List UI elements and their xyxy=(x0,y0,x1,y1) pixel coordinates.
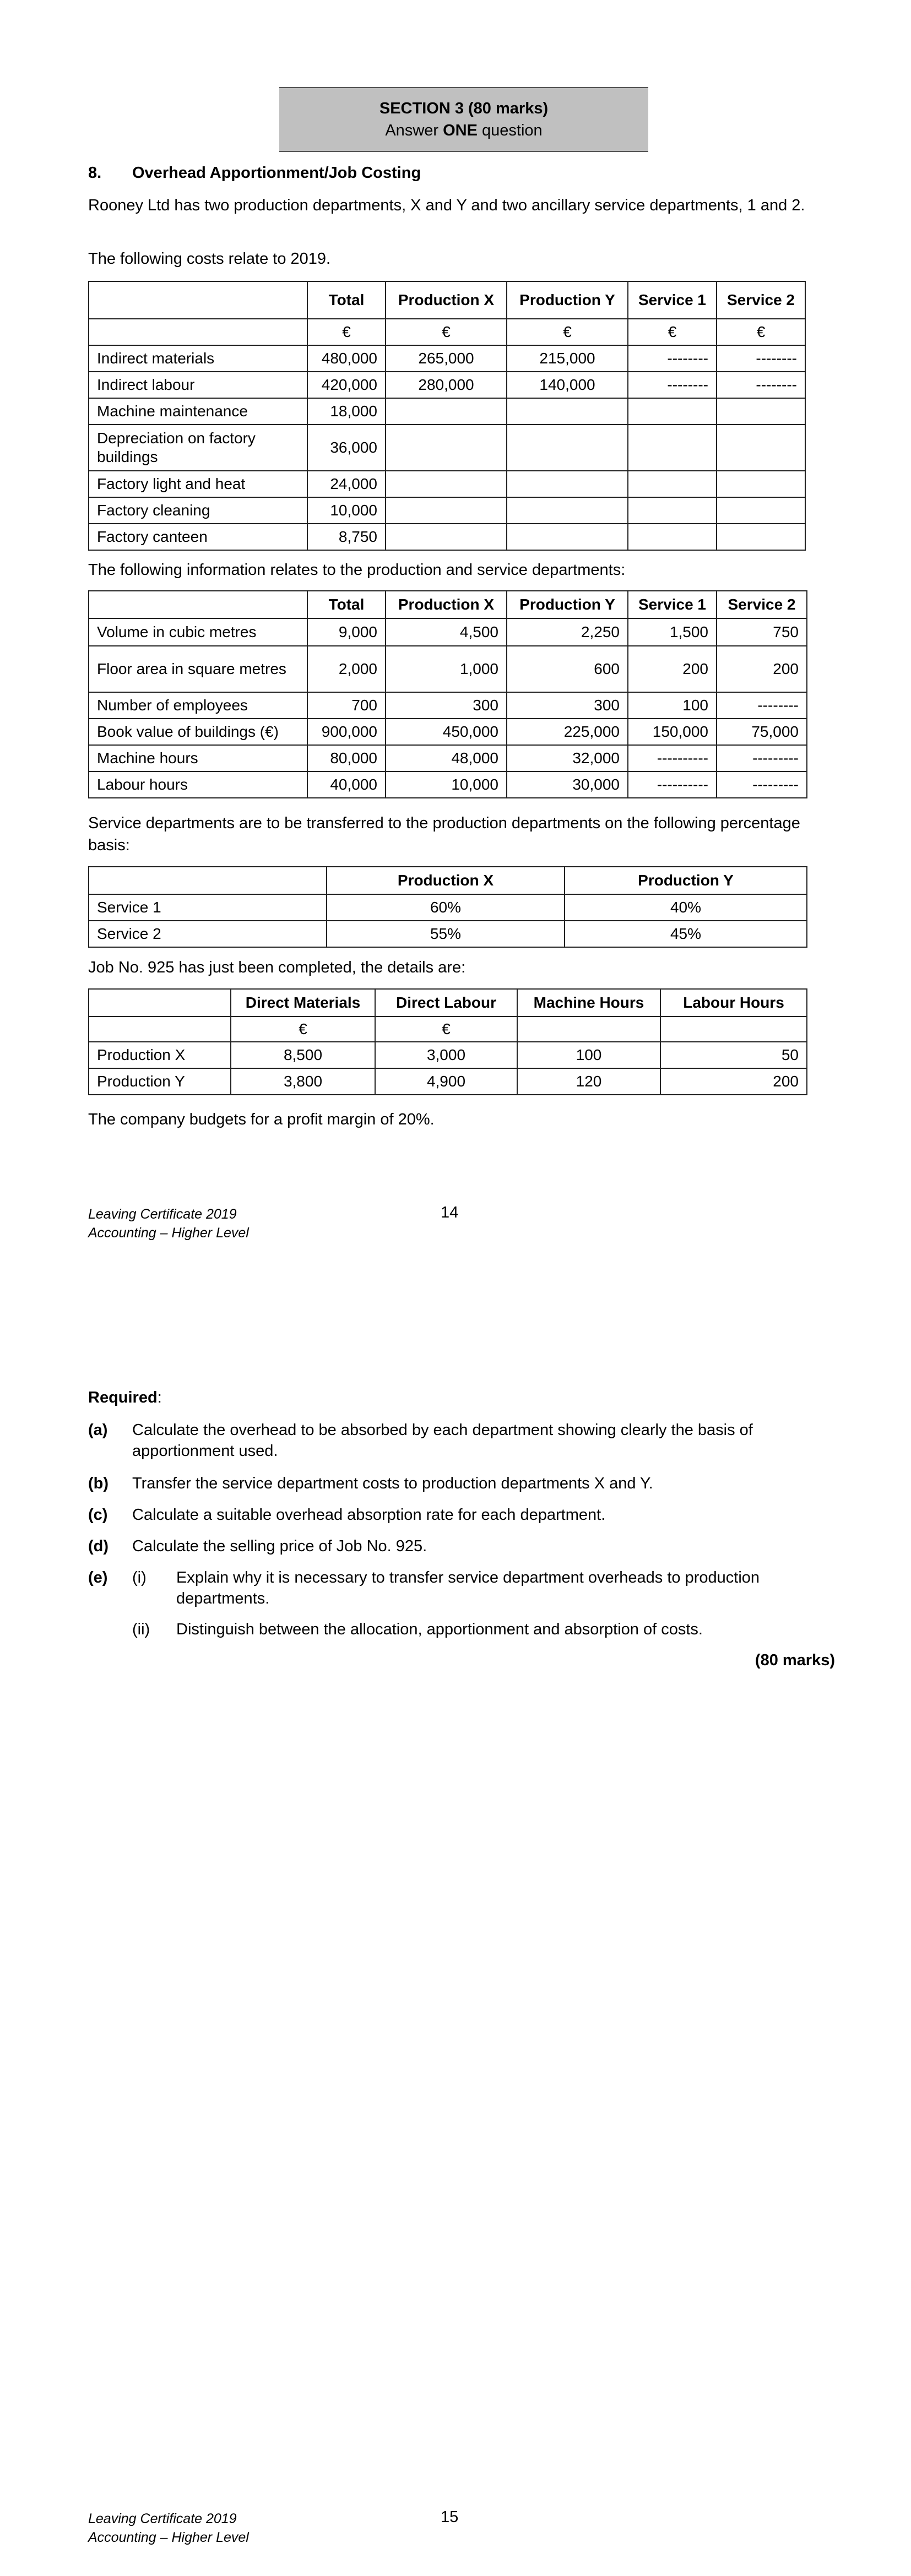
cell: --------- xyxy=(717,771,807,798)
table-row xyxy=(89,894,807,921)
header-cell: Production X xyxy=(327,867,565,894)
cell: 80,000 xyxy=(307,745,386,771)
table-row xyxy=(89,719,807,745)
currency-cell: € xyxy=(307,319,386,345)
footer xyxy=(88,1205,249,1242)
cell: 140,000 xyxy=(507,372,628,398)
header-cell: Direct Labour xyxy=(375,989,517,1017)
header-cell: Total xyxy=(307,281,386,319)
cell: 1,000 xyxy=(386,646,507,692)
cell: --------- xyxy=(717,745,807,771)
item-text: Calculate the selling price of Job No. 925. xyxy=(132,1537,427,1555)
table-row xyxy=(89,745,807,771)
row-label: Floor area in square metres xyxy=(89,646,307,692)
instruction-prefix: Answer xyxy=(385,122,443,139)
page-15 xyxy=(0,1288,911,2576)
item-tag: (e) xyxy=(88,1569,108,1586)
currency-cell xyxy=(89,319,307,345)
cell xyxy=(717,425,805,471)
cell: 8,500 xyxy=(231,1042,375,1068)
header-cell: Total xyxy=(307,591,386,618)
cell: 2,250 xyxy=(507,618,628,646)
cell: 18,000 xyxy=(307,398,386,425)
header-cell xyxy=(89,281,307,319)
total-marks: (80 marks) xyxy=(755,1651,835,1669)
row-label: Indirect labour xyxy=(89,372,307,398)
header-cell: Service 2 xyxy=(717,591,807,618)
row-label: Production Y xyxy=(89,1068,231,1095)
table-row xyxy=(89,692,807,719)
header-cell xyxy=(89,867,327,894)
header-cell: Service 2 xyxy=(717,281,805,319)
cell: ---------- xyxy=(628,745,717,771)
cell: 40% xyxy=(565,894,807,921)
required-item-a xyxy=(88,1420,837,1464)
header-cell: Production Y xyxy=(507,281,628,319)
cell xyxy=(717,398,805,425)
question-heading xyxy=(88,164,421,182)
item-tag: (c) xyxy=(88,1506,108,1524)
cell: 9,000 xyxy=(307,618,386,646)
cell: ---------- xyxy=(628,771,717,798)
cell: 40,000 xyxy=(307,771,386,798)
sub-tag: (ii) xyxy=(132,1621,150,1638)
row-label: Service 2 xyxy=(89,921,327,947)
header-cell: Machine Hours xyxy=(517,989,660,1017)
cell: 300 xyxy=(386,692,507,719)
footer-line-1: Leaving Certificate 2019 xyxy=(88,1207,237,1222)
currency-cell: € xyxy=(628,319,717,345)
cell: 48,000 xyxy=(386,745,507,771)
cell xyxy=(507,497,628,524)
table-row xyxy=(89,618,807,646)
cell: 120 xyxy=(517,1068,660,1095)
required-item-b xyxy=(88,1473,837,1495)
footer-line-1: Leaving Certificate 2019 xyxy=(88,2511,237,2526)
info-header-row xyxy=(89,591,807,618)
item-tag: (b) xyxy=(88,1475,109,1492)
header-cell xyxy=(89,591,307,618)
footer xyxy=(88,2509,249,2547)
header-cell: Production Y xyxy=(507,591,628,618)
row-label: Service 1 xyxy=(89,894,327,921)
table-row xyxy=(89,1068,807,1095)
section-title: SECTION 3 (80 marks) xyxy=(379,100,549,117)
header-cell: Labour Hours xyxy=(660,989,807,1017)
cell xyxy=(386,471,507,497)
question-title: Overhead Apportionment/Job Costing xyxy=(132,164,421,182)
costs-header-row xyxy=(89,281,805,319)
item-text: Calculate the overhead to be absorbed by each department showing clearly the basis of apportionment used. xyxy=(132,1421,753,1460)
item-text: Transfer the service department costs to production departments X and Y. xyxy=(132,1475,653,1492)
cell xyxy=(628,471,717,497)
cell: 32,000 xyxy=(507,745,628,771)
transfer-intro: Service departments are to be transferred to the production departments on the following percentage basis: xyxy=(88,814,800,854)
cell: 3,000 xyxy=(375,1042,517,1068)
sub-tag: (i) xyxy=(132,1569,147,1586)
cell: 420,000 xyxy=(307,372,386,398)
cell: 215,000 xyxy=(507,345,628,372)
cell xyxy=(717,471,805,497)
cell: 225,000 xyxy=(507,719,628,745)
cell: 4,500 xyxy=(386,618,507,646)
item-tag: (a) xyxy=(88,1421,108,1439)
transfer-table xyxy=(88,866,807,948)
job-table xyxy=(88,988,807,1095)
row-label: Labour hours xyxy=(89,771,307,798)
cell: 55% xyxy=(327,921,565,947)
cell: 100 xyxy=(628,692,717,719)
row-label: Machine hours xyxy=(89,745,307,771)
cell: 200 xyxy=(628,646,717,692)
sub-text: Explain why it is necessary to transfer service department overheads to production departments. xyxy=(176,1569,760,1607)
cell xyxy=(628,524,717,550)
currency-cell xyxy=(89,1017,231,1042)
table-row xyxy=(89,345,805,372)
footer-line-2: Accounting – Higher Level xyxy=(88,1225,249,1241)
row-label: Volume in cubic metres xyxy=(89,618,307,646)
cell: -------- xyxy=(717,692,807,719)
cell: 480,000 xyxy=(307,345,386,372)
cell xyxy=(507,471,628,497)
cell: 2,000 xyxy=(307,646,386,692)
cell: 60% xyxy=(327,894,565,921)
table-row xyxy=(89,372,805,398)
cell xyxy=(386,398,507,425)
cell xyxy=(717,497,805,524)
header-cell: Direct Materials xyxy=(231,989,375,1017)
cell: 75,000 xyxy=(717,719,807,745)
header-cell: Production X xyxy=(386,281,507,319)
row-label: Production X xyxy=(89,1042,231,1068)
page-number: 15 xyxy=(441,2508,459,2526)
item-text: Calculate a suitable overhead absorption rate for each department. xyxy=(132,1506,606,1524)
cell: -------- xyxy=(628,345,717,372)
header-cell: Service 1 xyxy=(628,591,717,618)
row-label: Depreciation on factory buildings xyxy=(89,425,307,471)
cell: 10,000 xyxy=(307,497,386,524)
currency-cell: € xyxy=(375,1017,517,1042)
job-header-row xyxy=(89,989,807,1017)
cell: 600 xyxy=(507,646,628,692)
footer-line-2: Accounting – Higher Level xyxy=(88,2530,249,2545)
cell: 1,500 xyxy=(628,618,717,646)
cell xyxy=(628,425,717,471)
header-cell: Production X xyxy=(386,591,507,618)
currency-row xyxy=(89,319,805,345)
cell xyxy=(628,398,717,425)
sub-text: Distinguish between the allocation, apportionment and absorption of costs. xyxy=(176,1621,703,1638)
required-item-e xyxy=(88,1567,837,1655)
instruction-bold: ONE xyxy=(443,122,478,139)
transfer-header-row xyxy=(89,867,807,894)
cell: 450,000 xyxy=(386,719,507,745)
profit-note: The company budgets for a profit margin of 20%. xyxy=(88,1111,435,1128)
header-cell xyxy=(89,989,231,1017)
cell xyxy=(507,398,628,425)
job-intro: Job No. 925 has just been completed, the details are: xyxy=(88,959,466,976)
info-intro: The following information relates to the production and service departments: xyxy=(88,561,626,579)
row-label: Indirect materials xyxy=(89,345,307,372)
cell: 750 xyxy=(717,618,807,646)
table-row xyxy=(89,646,807,692)
cell: 100 xyxy=(517,1042,660,1068)
cell: 8,750 xyxy=(307,524,386,550)
table-row xyxy=(89,471,805,497)
cell: 900,000 xyxy=(307,719,386,745)
cell xyxy=(386,497,507,524)
row-label: Book value of buildings (€) xyxy=(89,719,307,745)
row-label: Factory light and heat xyxy=(89,471,307,497)
cell xyxy=(386,524,507,550)
costs-table xyxy=(88,281,806,551)
cell: 30,000 xyxy=(507,771,628,798)
section-instruction xyxy=(279,119,648,142)
cell xyxy=(386,425,507,471)
info-table xyxy=(88,590,807,798)
cell: 300 xyxy=(507,692,628,719)
table-row xyxy=(89,497,805,524)
cell: 200 xyxy=(660,1068,807,1095)
currency-cell: € xyxy=(507,319,628,345)
currency-row xyxy=(89,1017,807,1042)
cell: 36,000 xyxy=(307,425,386,471)
cell xyxy=(507,524,628,550)
row-label: Factory canteen xyxy=(89,524,307,550)
currency-cell: € xyxy=(231,1017,375,1042)
cell: -------- xyxy=(628,372,717,398)
header-cell: Service 1 xyxy=(628,281,717,319)
cell: 700 xyxy=(307,692,386,719)
row-label: Machine maintenance xyxy=(89,398,307,425)
cell xyxy=(507,425,628,471)
table-row xyxy=(89,425,805,471)
table-row xyxy=(89,524,805,550)
intro-paragraph: Rooney Ltd has two production departments, X and Y and two ancillary service departments, 1 and 2. xyxy=(88,197,805,214)
cell: 45% xyxy=(565,921,807,947)
cell: -------- xyxy=(717,372,805,398)
cell: 24,000 xyxy=(307,471,386,497)
table-row xyxy=(89,1042,807,1068)
item-tag: (d) xyxy=(88,1537,109,1555)
table-row xyxy=(89,398,805,425)
header-cell: Production Y xyxy=(565,867,807,894)
cell: 265,000 xyxy=(386,345,507,372)
cell: 150,000 xyxy=(628,719,717,745)
currency-cell: € xyxy=(717,319,805,345)
cell: 280,000 xyxy=(386,372,507,398)
currency-cell xyxy=(517,1017,660,1042)
currency-cell xyxy=(660,1017,807,1042)
row-label: Factory cleaning xyxy=(89,497,307,524)
page-number: 14 xyxy=(441,1204,459,1221)
cell xyxy=(717,524,805,550)
instruction-suffix: question xyxy=(477,122,543,139)
cell: 200 xyxy=(717,646,807,692)
cell xyxy=(628,497,717,524)
required-item-d xyxy=(88,1536,837,1558)
cell: -------- xyxy=(717,345,805,372)
table-row xyxy=(89,921,807,947)
required-item-c xyxy=(88,1504,837,1526)
cell: 50 xyxy=(660,1042,807,1068)
section-header-box xyxy=(279,87,648,152)
question-number: 8. xyxy=(88,164,102,182)
cell: 4,900 xyxy=(375,1068,517,1095)
currency-cell: € xyxy=(386,319,507,345)
cell: 10,000 xyxy=(386,771,507,798)
row-label: Number of employees xyxy=(89,692,307,719)
costs-intro: The following costs relate to 2019. xyxy=(88,250,331,268)
required-title: Required xyxy=(88,1389,158,1406)
cell: 3,800 xyxy=(231,1068,375,1095)
required-heading: Required: xyxy=(88,1389,162,1406)
table-row xyxy=(89,771,807,798)
